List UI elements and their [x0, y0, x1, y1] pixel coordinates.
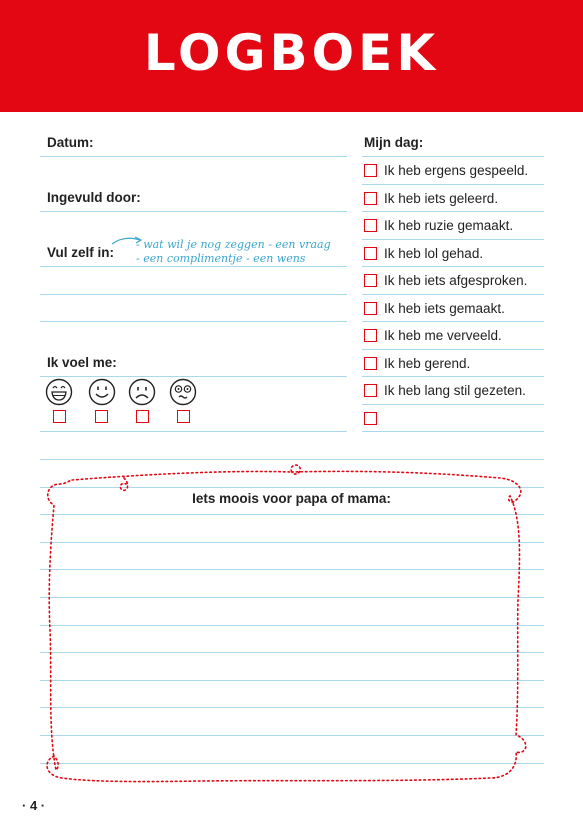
rule-line [362, 321, 544, 322]
scallop-dot [5, 108, 8, 111]
scallop-dot [347, 108, 350, 111]
laughing-face-icon [45, 378, 73, 406]
rule-line [362, 239, 544, 240]
scallop-dot [117, 108, 120, 111]
scallop-dot [518, 108, 521, 111]
scallop-dot [302, 108, 305, 111]
rule-line [40, 376, 347, 377]
scallop-dot [257, 108, 260, 111]
scallop-dot [306, 108, 309, 111]
rule-line [362, 184, 544, 185]
rule-line [362, 376, 544, 377]
scallop-dot [216, 108, 219, 111]
feeling-checkbox-confused[interactable] [177, 410, 190, 423]
day-item-label: Ik heb ergens gespeeld. [384, 162, 529, 178]
scallop-dot [279, 108, 282, 111]
vul-zelf-in-label: Vul zelf in: [47, 245, 114, 260]
scallop-dot [549, 108, 552, 111]
rule-line [40, 763, 544, 764]
feeling-checkbox-sad[interactable] [136, 410, 149, 423]
scallop-dot [270, 108, 273, 111]
day-item[interactable] [364, 162, 528, 178]
scallop-dot [0, 108, 3, 111]
scallop-dot [459, 108, 462, 111]
day-checkbox[interactable] [364, 247, 377, 260]
scallop-dot [293, 108, 296, 111]
scallop-dot [324, 108, 327, 111]
rule-line [362, 211, 544, 212]
rule-line [40, 321, 347, 322]
scallop-dot [59, 108, 62, 111]
scallop-dot [54, 108, 57, 111]
day-item[interactable] [364, 272, 527, 288]
scallop-dot [207, 108, 210, 111]
feeling-checkbox-laughing[interactable] [53, 410, 66, 423]
day-item-label: Ik heb iets afgesproken. [384, 272, 528, 288]
scallop-dot [248, 108, 251, 111]
day-item-label: Ik heb lol gehad. [384, 245, 484, 261]
rule-line [362, 294, 544, 295]
datum-label: Datum: [47, 135, 94, 150]
scallop-dot [284, 108, 287, 111]
scallop-dot [140, 108, 143, 111]
scallop-dot [536, 108, 539, 111]
scallop-dot [410, 108, 413, 111]
scallop-dot [275, 108, 278, 111]
day-item[interactable] [364, 382, 526, 398]
sad-face-icon [128, 378, 156, 406]
scallop-dot [365, 108, 368, 111]
feeling-checkbox-smiling[interactable] [95, 410, 108, 423]
scallop-dot [252, 108, 255, 111]
scallop-dot [567, 108, 570, 111]
scallop-dot [122, 108, 125, 111]
scallop-dot [180, 108, 183, 111]
scallop-dot [86, 108, 89, 111]
rule-line [40, 597, 544, 598]
rule-line [40, 569, 544, 570]
rule-line [362, 404, 544, 405]
scallop-dot [383, 108, 386, 111]
scallop-dot [468, 108, 471, 111]
scallop-dot [131, 108, 134, 111]
scallop-dot [423, 108, 426, 111]
scallop-dot [153, 108, 156, 111]
scallop-dot [135, 108, 138, 111]
scallop-dot [234, 108, 237, 111]
scallop-dot [45, 108, 48, 111]
scallop-dot [104, 108, 107, 111]
scallop-dot [126, 108, 129, 111]
scallop-dot [297, 108, 300, 111]
scallop-dot [378, 108, 381, 111]
scallop-dot [167, 108, 170, 111]
scallop-dot [315, 108, 318, 111]
rule-line [40, 707, 544, 708]
day-checkbox[interactable] [364, 164, 377, 177]
scallop-dot [311, 108, 314, 111]
scallop-dot [437, 108, 440, 111]
day-checkbox[interactable] [364, 274, 377, 287]
scallop-dot [504, 108, 507, 111]
scallop-dot [108, 108, 111, 111]
scallop-dot [513, 108, 516, 111]
scallop-dot [338, 108, 341, 111]
scallop-dot [266, 108, 269, 111]
scallop-dot [81, 108, 84, 111]
scallop-dot [356, 108, 359, 111]
scallop-dot [333, 108, 336, 111]
scallop-dot [36, 108, 39, 111]
scallop-dot [99, 108, 102, 111]
scallop-dot [162, 108, 165, 111]
scallop-dot [495, 108, 498, 111]
scallop-dot [63, 108, 66, 111]
day-item-label: Ik heb iets geleerd. [384, 190, 499, 206]
rule-line [40, 542, 544, 543]
scallop-dot [27, 108, 30, 111]
rule-line [40, 431, 347, 432]
scallop-dot [185, 108, 188, 111]
scallop-dot [90, 108, 93, 111]
scallop-dot [531, 108, 534, 111]
scallop-dot [473, 108, 476, 111]
scallop-dot [554, 108, 557, 111]
scallop-dot [14, 108, 17, 111]
scallop-dot [477, 108, 480, 111]
rule-line [40, 266, 347, 267]
rule-line [40, 211, 347, 212]
scallop-dot [446, 108, 449, 111]
scallop-dot [198, 108, 201, 111]
scallop-dot [527, 108, 530, 111]
scallop-dot [239, 108, 242, 111]
scallop-dot [419, 108, 422, 111]
rule-line [40, 459, 544, 460]
day-item-label: Ik heb gerend. [384, 355, 471, 371]
rule-line [40, 625, 544, 626]
scallop-dot [212, 108, 215, 111]
ingevuld-door-label: Ingevuld door: [47, 190, 141, 205]
day-item-label: Ik heb me verveeld. [384, 327, 502, 343]
scallop-dot [243, 108, 246, 111]
scallop-dot [396, 108, 399, 111]
scallop-dot [572, 108, 575, 111]
scallop-dot [558, 108, 561, 111]
scallop-dot [432, 108, 435, 111]
day-item[interactable] [364, 190, 498, 206]
day-checkbox-empty[interactable] [364, 412, 377, 425]
scallop-dot [176, 108, 179, 111]
day-checkbox[interactable] [364, 357, 377, 370]
scallop-dot [50, 108, 53, 111]
scallop-dot [288, 108, 291, 111]
day-item-label: Ik heb lang stil gezeten. [384, 382, 526, 398]
day-checkbox[interactable] [364, 384, 377, 397]
rule-line [362, 349, 544, 350]
scallop-dot [401, 108, 404, 111]
rule-line [362, 431, 544, 432]
scallop-dot [72, 108, 75, 111]
day-item[interactable] [364, 327, 502, 343]
scallop-dot [387, 108, 390, 111]
scallop-dot [230, 108, 233, 111]
confused-face-icon [169, 378, 197, 406]
scallop-dot [194, 108, 197, 111]
scallop-dot [221, 108, 224, 111]
rule-line [40, 487, 544, 488]
scallop-dot [171, 108, 174, 111]
scallop-dot [23, 108, 26, 111]
day-item[interactable] [364, 245, 483, 261]
scallop-dot [405, 108, 408, 111]
day-checkbox[interactable] [364, 302, 377, 315]
scallop-dot [360, 108, 363, 111]
page-title: LOGBOEK [143, 24, 440, 82]
hint-text-line1: - wat wil je nog zeggen - een vraag [136, 238, 331, 251]
scallop-dot [441, 108, 444, 111]
scallop-dot [149, 108, 152, 111]
scallop-dot [203, 108, 206, 111]
day-checkbox[interactable] [364, 192, 377, 205]
scallop-dot [522, 108, 525, 111]
scallop-dot [18, 108, 21, 111]
scallop-dot [545, 108, 548, 111]
scallop-dot [77, 108, 80, 111]
scallop-dot [414, 108, 417, 111]
scallop-dot [320, 108, 323, 111]
scallop-dot [351, 108, 354, 111]
scallop-dot [144, 108, 147, 111]
scallop-dot [189, 108, 192, 111]
scallop-dot [563, 108, 566, 111]
scallop-dot [486, 108, 489, 111]
scallop-dot [342, 108, 345, 111]
rule-line [40, 735, 544, 736]
scallop-dot [225, 108, 228, 111]
scallop-dot [482, 108, 485, 111]
scallop-dot [428, 108, 431, 111]
scallop-dot [491, 108, 494, 111]
scallop-dot [450, 108, 453, 111]
scallop-dot [68, 108, 71, 111]
ik-voel-me-label: Ik voel me: [47, 355, 117, 370]
scallop-dot [329, 108, 332, 111]
rule-line [40, 514, 544, 515]
box-title: Iets moois voor papa of mama: [192, 491, 391, 506]
scallop-dot [500, 108, 503, 111]
scallop-dot [113, 108, 116, 111]
day-checkbox[interactable] [364, 219, 377, 232]
scallop-dot [9, 108, 12, 111]
scallop-dot [158, 108, 161, 111]
rule-line [40, 652, 544, 653]
page-number: · 4 · [22, 798, 46, 813]
rule-line [40, 294, 347, 295]
rule-line [362, 156, 544, 157]
header-banner [0, 0, 583, 112]
day-item-label: Ik heb ruzie gemaakt. [384, 217, 514, 233]
day-item-label: Ik heb iets gemaakt. [384, 300, 505, 316]
scallop-dot [540, 108, 543, 111]
scallop-dot [374, 108, 377, 111]
rule-line [40, 680, 544, 681]
scallop-dot [41, 108, 44, 111]
day-item[interactable] [364, 217, 513, 233]
scallop-dot [392, 108, 395, 111]
day-item[interactable] [364, 410, 384, 426]
smiling-face-icon [88, 378, 116, 406]
scallop-dot [261, 108, 264, 111]
day-item[interactable] [364, 300, 505, 316]
header-scallop-edge [0, 108, 583, 118]
hint-text-line2: - een complimentje - een wens [136, 252, 306, 265]
scallop-dot [95, 108, 98, 111]
rule-line [362, 266, 544, 267]
day-checkbox[interactable] [364, 329, 377, 342]
day-item[interactable] [364, 355, 470, 371]
scallop-dot [464, 108, 467, 111]
mijn-dag-heading: Mijn dag: [364, 135, 424, 150]
scallop-dot [576, 108, 579, 111]
scallop-dot [455, 108, 458, 111]
rule-line [40, 156, 347, 157]
scallop-dot [369, 108, 372, 111]
scallop-dot [509, 108, 512, 111]
scallop-dot [32, 108, 35, 111]
